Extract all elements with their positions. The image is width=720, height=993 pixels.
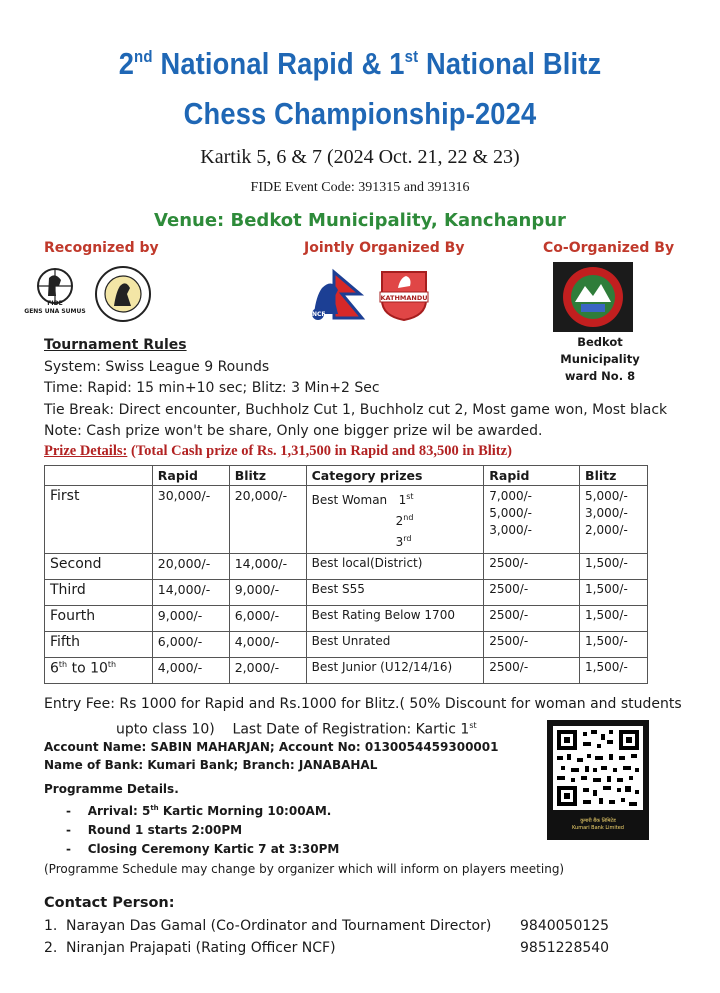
category-rapid-cell: 7,000/- 5,000/- 3,000/- xyxy=(484,486,580,554)
event-dates: Kartik 5, 6 & 7 (2024 Oct. 21, 22 & 23) xyxy=(200,146,520,168)
blitz-cell: 4,000/- xyxy=(229,632,306,658)
fide-motto: GENS UNA SUMUS xyxy=(24,308,86,315)
place-cell: 6th to 10th xyxy=(45,658,153,684)
rules-tiebreak: Tie Break: Direct encounter, Buchholz Cut 1, Buchholz cut 2, Most game won, Most black xyxy=(44,401,668,418)
header-cell: Rapid xyxy=(484,466,580,486)
recognized-by-label: Recognized by xyxy=(44,240,159,256)
bank-info: Name of Bank: Kumari Bank; Branch: JANABAHAL xyxy=(44,758,378,772)
contact-heading: Contact Person: xyxy=(44,895,175,911)
contact-person: 1. Narayan Das Gamal (Co-Ordinator and Tournament Director) 9840050125 xyxy=(44,918,609,940)
tournament-rules xyxy=(44,335,667,443)
prize-heading: Prize Details: xyxy=(44,443,128,459)
category-rapid-cell: 2500/- xyxy=(484,580,580,606)
fide-label: FIDE xyxy=(47,300,63,307)
place-cell: Second xyxy=(45,554,153,580)
rapid-cell: 6,000/- xyxy=(152,632,229,658)
table-row xyxy=(45,658,648,684)
contact-phone: 9851228540 xyxy=(520,940,610,956)
programme-details xyxy=(44,780,339,859)
bank-details xyxy=(44,738,498,774)
place-cell: Fifth xyxy=(45,632,153,658)
header-cell: Rapid xyxy=(152,466,229,486)
table-row xyxy=(45,554,648,580)
category-rapid-cell: 2500/- xyxy=(484,606,580,632)
title-line-2: Chess Championship-2024 xyxy=(183,96,537,131)
payment-qr-code xyxy=(547,720,649,840)
kathmandu-label: KATHMANDU xyxy=(380,294,428,302)
nepal-chess-federation-logo xyxy=(90,264,156,324)
table-row xyxy=(45,580,648,606)
table-header-row xyxy=(45,466,648,486)
entry-fee-line-2: upto class 10) Last Date of Registration: Kartic 1st xyxy=(116,721,477,738)
fide-logo xyxy=(20,266,90,320)
place-cell: Fourth xyxy=(45,606,153,632)
category-blitz-cell: 1,500/- xyxy=(580,580,648,606)
category-blitz-cell: 1,500/- xyxy=(580,632,648,658)
header-cell xyxy=(45,466,153,486)
kathmandu-chess-logo xyxy=(376,266,432,322)
category-cell: Best Junior (U12/14/16) xyxy=(306,658,484,684)
category-rapid-cell: 2500/- xyxy=(484,554,580,580)
rapid-cell: 4,000/- xyxy=(152,658,229,684)
co-organizer-line-1: Bedkot Municipality xyxy=(560,335,640,366)
title-line-1: 2nd National Rapid & 1st National Blitz xyxy=(118,46,602,81)
prize-total: (Total Cash prize of Rs. 1,31,500 in Rapid and 83,500 in Blitz) xyxy=(127,443,512,459)
prize-details xyxy=(44,443,512,460)
rules-system: System: Swiss League 9 Rounds xyxy=(44,358,270,375)
programme-round-1: - Round 1 starts 2:00PM xyxy=(66,823,243,837)
category-rapid-cell: 2500/- xyxy=(484,632,580,658)
rapid-cell: 14,000/- xyxy=(152,580,229,606)
ncf-label: NCF xyxy=(312,311,326,318)
category-label: Best Woman xyxy=(311,493,388,507)
header-cell: Blitz xyxy=(580,466,648,486)
venue: Venue: Bedkot Municipality, Kanchanpur xyxy=(154,210,566,231)
qr-bank-caption: कुमारी बैंक लिमिटेड Kumari Bank Limited xyxy=(572,818,624,831)
blitz-cell: 9,000/- xyxy=(229,580,306,606)
programme-arrival: - Arrival: 5th Kartic Morning 10:00AM. xyxy=(66,804,332,818)
contact-person: 2. Niranjan Prajapati (Rating Officer NCF) 9851228540 xyxy=(44,940,609,962)
table-row xyxy=(45,486,648,554)
category-blitz-cell: 1,500/- xyxy=(580,658,648,684)
category-rapid-cell: 2500/- xyxy=(484,658,580,684)
bedkot-municipality-emblem xyxy=(553,262,633,332)
contact-name: Narayan Das Gamal (Co-Ordinator and Tournament Director) xyxy=(66,918,492,934)
category-cell: Best Unrated xyxy=(306,632,484,658)
rapid-cell: 30,000/- xyxy=(152,486,229,554)
blitz-cell: 6,000/- xyxy=(229,606,306,632)
blitz-cell: 14,000/- xyxy=(229,554,306,580)
category-blitz-cell: 1,500/- xyxy=(580,554,648,580)
account-info: Account Name: SABIN MAHARJAN; Account No: 0130054459300001 xyxy=(44,740,499,754)
table-row xyxy=(45,632,648,658)
place-cell: Third xyxy=(45,580,153,606)
co-organized-label: Co-Organized By xyxy=(543,240,675,256)
blitz-cell: 2,000/- xyxy=(229,658,306,684)
category-blitz-cell: 5,000/- 3,000/- 2,000/- xyxy=(580,486,648,554)
programme-note: (Programme Schedule may change by organizer which will inform on players meeting) xyxy=(44,862,565,876)
header-cell: Blitz xyxy=(229,466,306,486)
rules-note: Note: Cash prize won't be share, Only one bigger prize wil be awarded. xyxy=(44,423,543,439)
co-organizer-line-2: ward No. 8 xyxy=(564,369,636,383)
table-row xyxy=(45,606,648,632)
rapid-cell: 20,000/- xyxy=(152,554,229,580)
contact-list xyxy=(44,918,609,962)
ncf-logo xyxy=(306,268,368,322)
rules-time: Time: Rapid: 15 min+10 sec; Blitz: 3 Min+2 Sec xyxy=(44,380,380,396)
rapid-cell: 9,000/- xyxy=(152,606,229,632)
contact-name: Niranjan Prajapati (Rating Officer NCF) xyxy=(66,940,336,956)
entry-fee-line-1: Entry Fee: Rs 1000 for Rapid and Rs.1000 for Blitz.( 50% Discount for woman and students xyxy=(44,696,682,712)
category-blitz-cell: 1,500/- xyxy=(580,606,648,632)
prize-table xyxy=(44,465,648,684)
jointly-organized-label: Jointly Organized By xyxy=(304,240,465,256)
blitz-cell: 20,000/- xyxy=(229,486,306,554)
category-cell: Best S55 xyxy=(306,580,484,606)
header-cell: Category prizes xyxy=(306,466,484,486)
category-cell: Best Woman 1st 2nd 3rd xyxy=(306,486,484,554)
contact-phone: 9840050125 xyxy=(520,918,610,934)
qr-code-icon xyxy=(553,726,643,810)
fide-event-code: FIDE Event Code: 391315 and 391316 xyxy=(250,180,470,195)
programme-heading: Programme Details. xyxy=(44,782,179,796)
category-cell: Best Rating Below 1700 xyxy=(306,606,484,632)
place-cell: First xyxy=(45,486,153,554)
programme-closing: - Closing Ceremony Kartic 7 at 3:30PM xyxy=(66,842,340,856)
rules-heading: Tournament Rules xyxy=(44,337,187,353)
category-cell: Best local(District) xyxy=(306,554,484,580)
